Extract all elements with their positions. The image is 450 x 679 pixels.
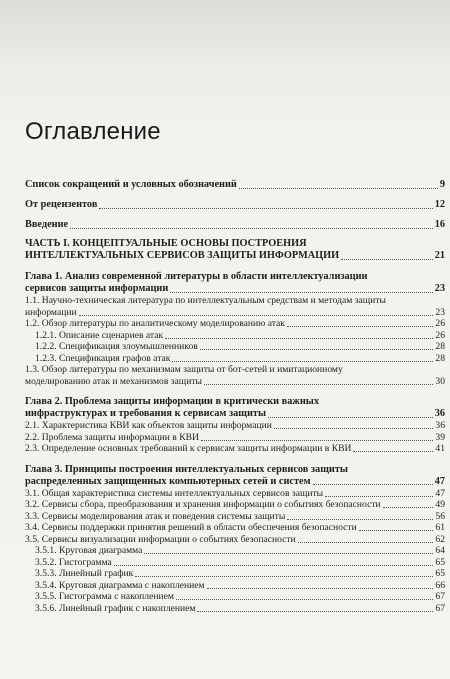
toc-entry-label: 3.5.6. Линейный график с накоплением [35, 602, 196, 614]
dot-leader [70, 228, 433, 229]
toc-entry-label: 1.2.3. Спецификация графов атак [35, 352, 171, 364]
toc-entry-abbreviations [25, 178, 445, 191]
toc-page-number: 61 [435, 522, 445, 533]
dot-leader [325, 496, 433, 497]
toc-entry-label: 3.1. Общая характеристика системы интеллектуальных сервисов защиты [25, 487, 324, 499]
toc-entry-label-line-1: 1.3. Обзор литературы по механизмам защиты от бот-сетей и имитационному [25, 364, 343, 375]
toc-entry-3-5-5 [25, 591, 445, 603]
toc-page-number: 26 [435, 318, 445, 329]
dot-leader [353, 451, 433, 452]
dot-leader [383, 507, 434, 508]
toc-entry-1-2-1 [25, 330, 445, 342]
toc-entry-chapter-1 [25, 271, 445, 295]
toc-entry-label: 3.5. Сервисы визуализации информации о событиях безопасности [25, 533, 296, 545]
toc-entry-label-line-2: информации [25, 306, 77, 318]
toc-entry-label: Список сокращений и условных обозначений [25, 179, 237, 190]
toc-entry-label: 2.1. Характеристика КВИ как объектов защиты информации [25, 420, 272, 431]
dot-leader [176, 599, 433, 600]
toc-entry-3-3 [25, 511, 445, 523]
toc-entry-chapter-3 [25, 464, 445, 488]
toc-page-number: 16 [434, 219, 445, 230]
dot-leader [165, 338, 433, 339]
toc-entry-1-2-3 [25, 353, 445, 365]
toc-entry-1-1 [25, 295, 445, 318]
toc-entry-3-5 [25, 534, 445, 546]
dot-leader [298, 542, 434, 543]
toc-page-number: 36 [435, 420, 445, 431]
dot-leader [200, 349, 434, 350]
toc-entry-label: 3.5.5. Гистограмма с накоплением [35, 591, 174, 602]
toc-entry-label: 3.5.2. Гистограмма [35, 556, 112, 568]
toc-entry-3-2 [25, 499, 445, 511]
toc-entry-label: Введение [25, 219, 69, 230]
toc-entry-label: От рецензентов [25, 199, 98, 210]
toc-entry-label: 1.2. Обзор литературы по аналитическому моделированию атак [25, 318, 285, 329]
toc-page-number: 23 [434, 283, 445, 294]
toc-entry-label-line-2: сервисов защиты информации [25, 283, 169, 294]
toc-entry-3-5-6 [25, 603, 445, 615]
dot-leader [239, 188, 438, 189]
dot-leader [197, 611, 433, 612]
toc-entry-1-3 [25, 364, 445, 387]
toc-page-number: 23 [435, 306, 445, 318]
toc-entry-3-4 [25, 522, 445, 534]
toc-entry-label-line-1: Глава 2. Проблема защиты информации в критически важных [25, 396, 319, 407]
dot-leader [204, 384, 433, 385]
table-of-contents [25, 178, 445, 614]
toc-page-number: 12 [434, 199, 445, 210]
toc-page-number: 28 [435, 341, 445, 352]
dot-leader [201, 440, 433, 441]
toc-entry-label: 3.3. Сервисы моделирования атак и поведения системы защиты [25, 510, 286, 522]
toc-page-number: 36 [434, 408, 445, 419]
toc-page-number: 39 [435, 431, 445, 443]
toc-entry-3-5-2 [25, 557, 445, 569]
dot-leader [99, 208, 432, 209]
toc-page-number: 30 [435, 375, 445, 387]
toc-entry-label: 2.3. Определение основных требований к сервисам защиты информации в КВИ [25, 443, 352, 454]
toc-entry-label: 3.2. Сервисы сбора, преобразования и хранения информации о событиях безопасности [25, 499, 381, 510]
toc-page-number: 67 [435, 591, 445, 602]
toc-entry-3-5-1 [25, 545, 445, 557]
toc-entry-label-line-2: ИНТЕЛЛЕКТУАЛЬНЫХ СЕРВИСОВ ЗАЩИТЫ ИНФОРМАЦИИ [25, 250, 340, 261]
toc-page-number: 47 [435, 487, 445, 499]
toc-entry-3-5-4 [25, 580, 445, 592]
dot-leader [359, 530, 434, 531]
toc-entry-part-1 [25, 238, 445, 262]
dot-leader [144, 553, 433, 554]
toc-entry-3-5-3 [25, 568, 445, 580]
toc-entry-3-1 [25, 488, 445, 500]
toc-page-number: 65 [435, 568, 445, 579]
bleed-through-area [0, 0, 450, 110]
toc-entry-label: 3.4. Сервисы поддержки принятия решений в области обеспечения безопасности [25, 522, 357, 533]
toc-entry-label-line-2: распределенных защищенных компьютерных сетей и систем [25, 475, 311, 487]
toc-entry-label-line-2: инфраструктурах и требования к сервисам защиты [25, 408, 267, 419]
toc-entry-label: 3.5.3. Линейный график [35, 568, 134, 579]
toc-page-number: 9 [439, 179, 445, 190]
dot-leader [135, 576, 433, 577]
toc-entry-label: 1.2.2. Спецификация злоумышленников [35, 341, 198, 352]
toc-page-number: 47 [434, 475, 445, 487]
dot-leader [207, 588, 434, 589]
toc-page-number: 21 [434, 250, 445, 261]
toc-page-number: 49 [435, 499, 445, 510]
toc-page-number: 28 [435, 352, 445, 364]
toc-entry-1-2 [25, 318, 445, 330]
toc-entry-label: 3.5.1. Круговая диаграмма [35, 545, 143, 556]
toc-page-number: 62 [435, 533, 445, 545]
toc-entry-1-2-2 [25, 341, 445, 353]
toc-entry-reviewers [25, 198, 445, 211]
toc-page-number: 65 [435, 556, 445, 568]
toc-entry-label: 3.5.4. Круговая диаграмма с накоплением [35, 579, 205, 591]
dot-leader [170, 292, 432, 293]
toc-page-number: 64 [435, 545, 445, 556]
toc-entry-label: 2.2. Проблема защиты информации в КВИ [25, 431, 199, 443]
dot-leader [172, 361, 433, 362]
toc-entry-label-line-1: Глава 3. Принципы построения интеллектуальных сервисов защиты [25, 463, 348, 475]
dot-leader [114, 565, 434, 566]
dot-leader [274, 428, 434, 429]
toc-page-number: 56 [435, 510, 445, 522]
dot-leader [287, 326, 433, 327]
page-title: Оглавление [25, 118, 161, 145]
toc-entry-introduction [25, 218, 445, 231]
toc-entry-label-line-2: моделированию атак и механизмов защиты [25, 375, 202, 387]
toc-entry-chapter-2 [25, 396, 445, 420]
dot-leader [313, 484, 433, 485]
dot-leader [79, 315, 434, 316]
toc-entry-label-line-1: 1.1. Научно-техническая литература по интеллектуальным средствам и методам защиты [25, 295, 386, 306]
toc-entry-label: 1.2.1. Описание сценариев атак [35, 329, 164, 341]
toc-page-number: 26 [435, 329, 445, 341]
toc-page-number: 66 [435, 579, 445, 591]
toc-entry-label-line-1: ЧАСТЬ I. КОНЦЕПТУАЛЬНЫЕ ОСНОВЫ ПОСТРОЕНИЯ [25, 238, 307, 249]
dot-leader [287, 519, 433, 520]
toc-page-number: 67 [435, 602, 445, 614]
dot-leader [341, 259, 433, 260]
toc-entry-2-1 [25, 420, 445, 432]
toc-entry-label-line-1: Глава 1. Анализ современной литературы в области интеллектуализации [25, 271, 368, 282]
toc-entry-2-2 [25, 432, 445, 444]
dot-leader [268, 417, 433, 418]
toc-page-number: 41 [435, 443, 445, 454]
toc-entry-2-3 [25, 443, 445, 455]
